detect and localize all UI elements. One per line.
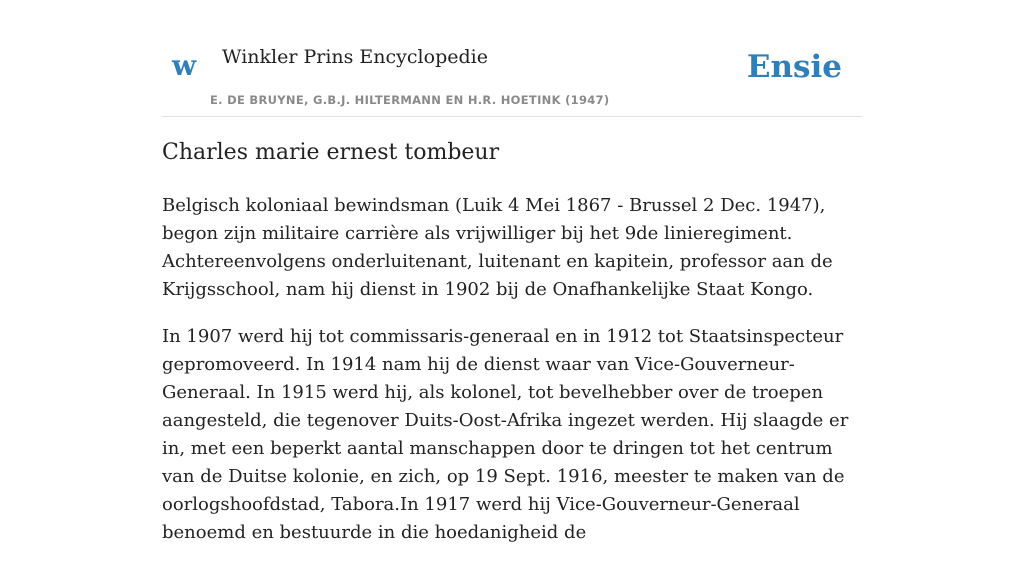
authors-line: E. DE BRUYNE, G.B.J. HILTERMANN EN H.R. HOETINK (1947) [210,93,610,107]
article-title: Charles marie ernest tombeur [162,140,500,165]
article-paragraph: Belgisch koloniaal bewindsman (Luik 4 Mei 1867 - Brussel 2 Dec. 1947), begon zijn militaire carrière als vrijwilliger bij het 9de linieregiment. Achtereenvolgens onderluitenant, luitenant en kapitein, professor aan de Krijgsschool, nam hij dienst in 1902 bij de Onafhankelijke Staat Kongo. [162,195,833,300]
article-paragraph: In 1907 werd hij tot commissaris-generaal en in 1912 tot Staatsinspecteur gepromoveerd. In 1914 nam hij de dienst waar van Vice-Gouverneur-Generaal. In 1915 werd hij, als kolonel, tot bevelhebber over de troepen aangesteld, die tegenover Duits-Oost-Afrika ingezet werden. Hij slaagde er in, met een beperkt aantal manschappen door te dringen tot het centrum van de Duitse kolonie, en zich, op 19 Sept. 1916, meester te maken van de oorlogshoofdstad, Tabora.In 1917 werd hij Vice-Gouverneur-Generaal benoemd en bestuurde in die hoedanigheid de [162,326,849,543]
header [162,0,862,117]
page [162,0,862,543]
article-body [162,192,862,566]
logo-w-icon[interactable]: w [172,49,197,82]
encyclopedia-title[interactable]: Winkler Prins Encyclopedie [222,46,488,68]
ensie-logo[interactable]: Ensie [746,49,842,85]
